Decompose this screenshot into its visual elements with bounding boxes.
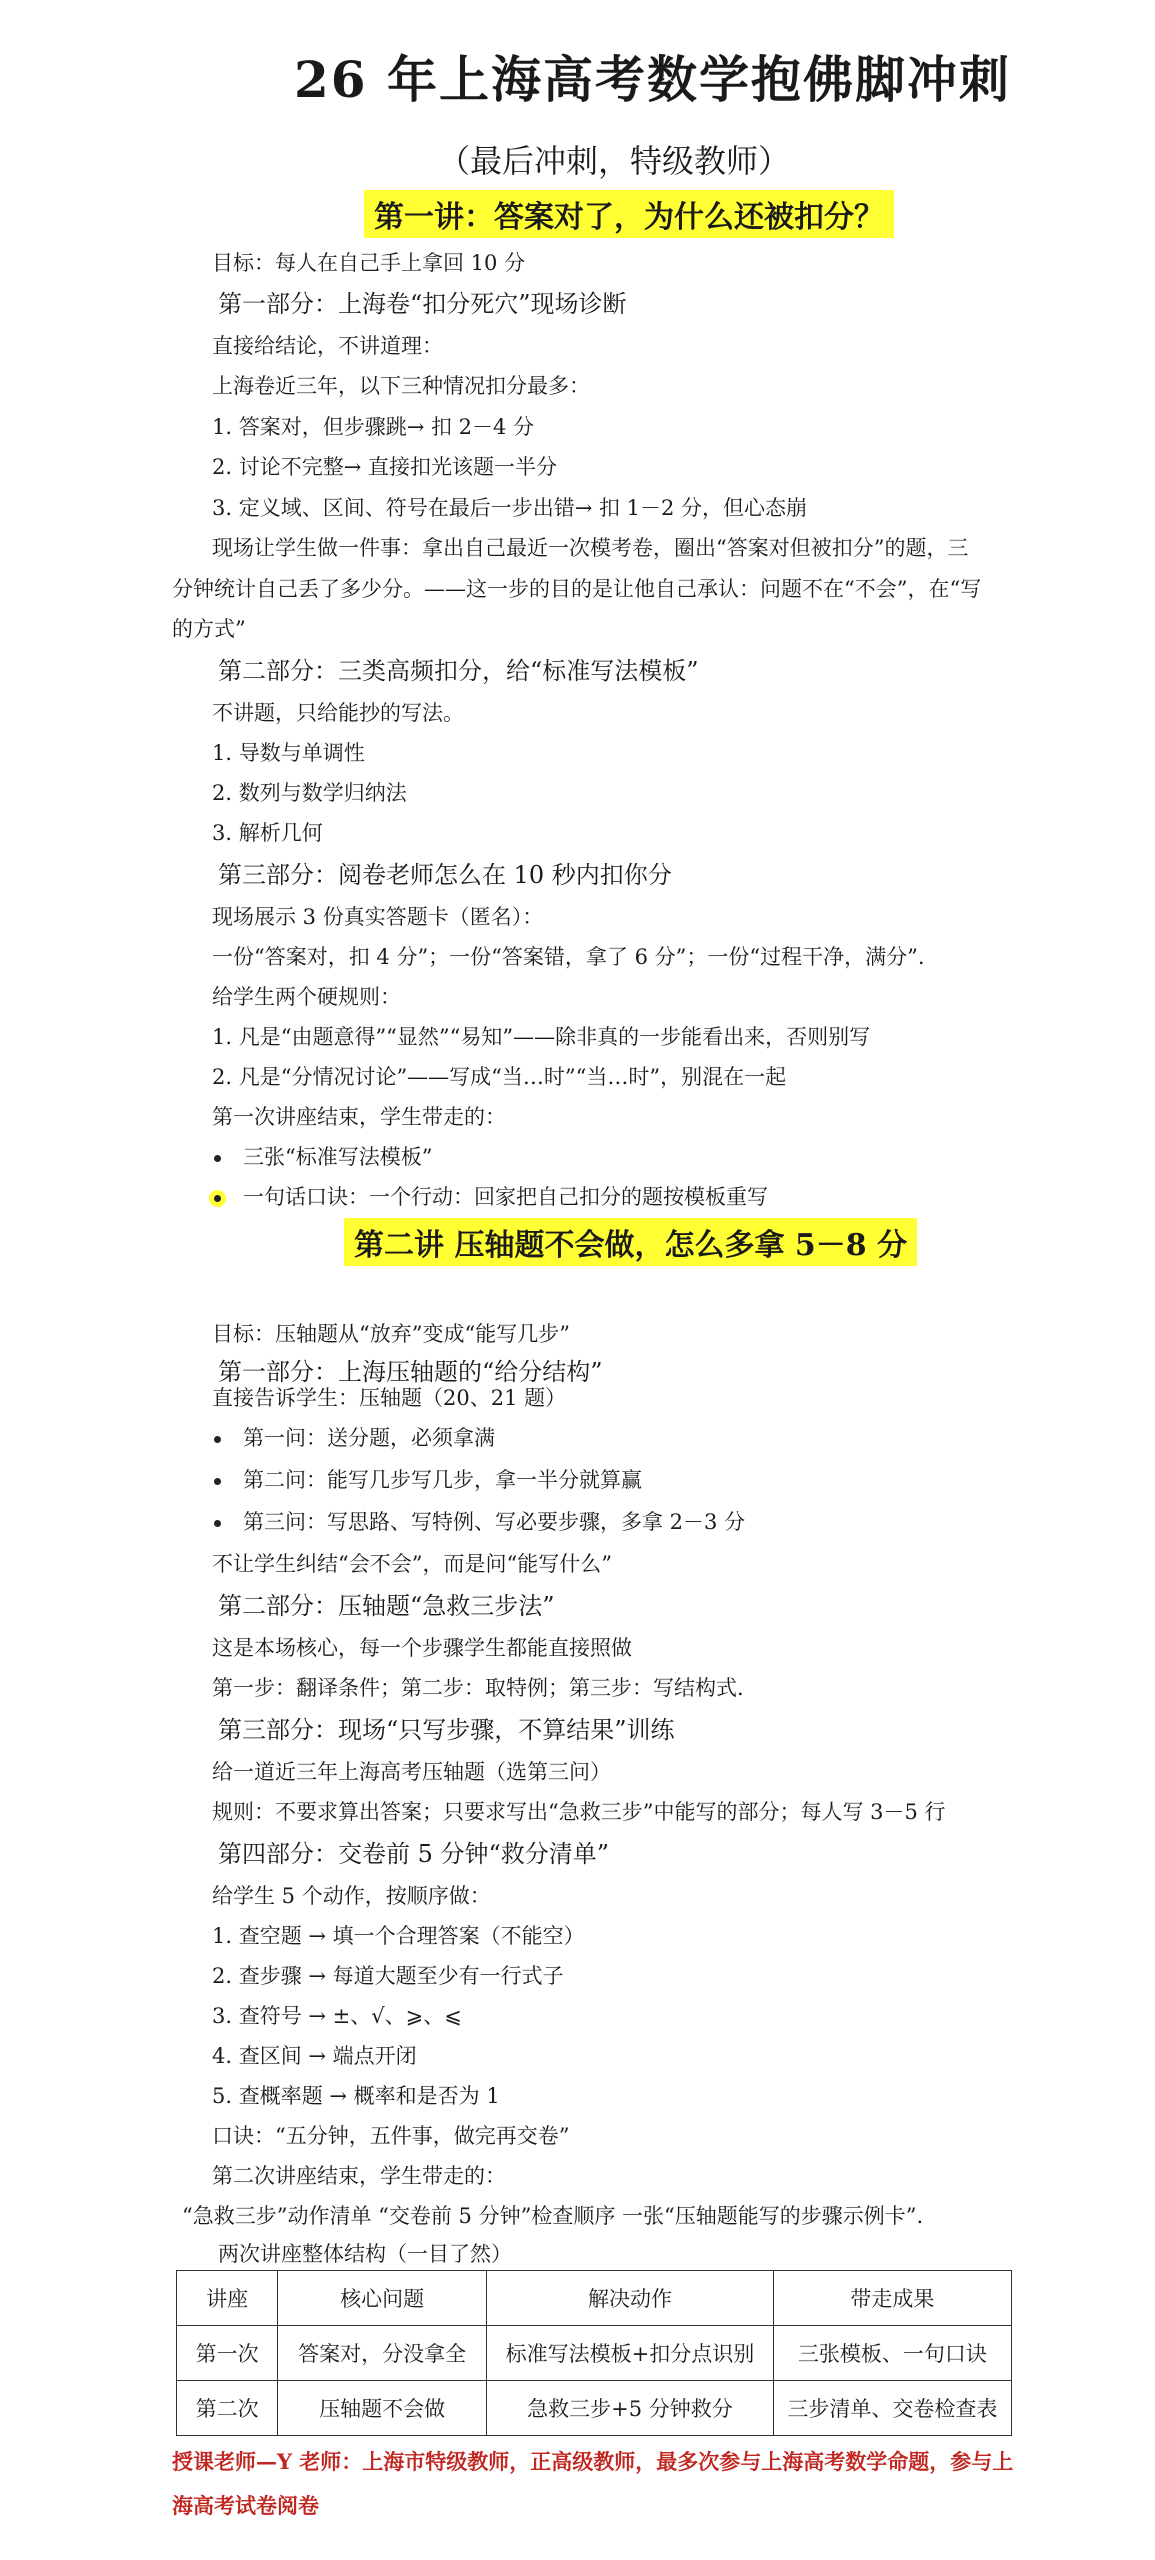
lecture1-part1-line: 2. 讨论不完整→ 直接扣光该题一半分 <box>212 455 557 479</box>
lecture1-goal: 目标：每人在自己手上拿回 10 分 <box>212 251 526 275</box>
lecture1-part2-line: 2. 数列与数学归纳法 <box>212 781 407 805</box>
lecture1-part1-line: 1. 答案对，但步骤跳→ 扣 2－4 分 <box>212 415 535 439</box>
lecture1-takeaway <box>214 1181 768 1211</box>
lecture1-part3-line: 2. 凡是“分情况讨论”——写成“当…时”“当…时”，别混在一起 <box>212 1065 787 1089</box>
lecture2-heading: 第二讲 压轴题不会做，怎么多拿 5－8 分 <box>344 1218 917 1266</box>
bullet-text: 第二问：能写几步写几步，拿一半分就算赢 <box>243 1468 642 1492</box>
table-cell: 三张模板、一句口诀 <box>773 2326 1011 2381</box>
lecture2-part1-bullet <box>214 1506 745 1536</box>
table-row <box>177 2326 1012 2381</box>
bullet-dot-icon <box>214 1478 221 1485</box>
summary-table <box>176 2270 1012 2436</box>
table-row <box>177 2381 1012 2436</box>
lecture2-part4-line: 给学生 5 个动作，按顺序做： <box>212 1884 491 1908</box>
lecture2-part2-title: 第二部分：压轴题“急救三步法” <box>218 1592 555 1620</box>
lecture1-part1-title: 第一部分：上海卷“扣分死穴”现场诊断 <box>218 290 627 318</box>
lecture1-part3-line: 一份“答案对，扣 4 分”；一份“答案错，拿了 6 分”；一份“过程干净，满分”. <box>212 945 925 969</box>
lecture1-part3-line: 1. 凡是“由题意得”“显然”“易知”——除非真的一步能看出来，否则别写 <box>212 1025 871 1049</box>
bullet-dot-icon <box>214 1520 221 1527</box>
table-cell: 第一次 <box>177 2326 278 2381</box>
table-caption: 两次讲座整体结构（一目了然） <box>218 2242 512 2266</box>
lecture1-part3-line: 现场展示 3 份真实答题卡（匿名）： <box>212 905 544 929</box>
lecture2-part1-note: 不让学生纠结“会不会”，而是问“能写什么” <box>212 1552 612 1576</box>
lecture1-takeaway <box>214 1141 432 1171</box>
lecture2-part4-line: 第二次讲座结束，学生带走的： <box>212 2164 506 2188</box>
lecture1-part1-line: 直接给结论，不讲道理： <box>212 334 443 358</box>
lecture1-part1-line: 上海卷近三年，以下三种情况扣分最多： <box>212 374 590 398</box>
lecture1-part3-line: 第一次讲座结束，学生带走的： <box>212 1105 506 1129</box>
lecture2-part4-line: 5. 查概率题 → 概率和是否为 1 <box>212 2084 500 2108</box>
bullet-dot-icon <box>214 1195 221 1202</box>
lecture2-part1-bullet <box>214 1464 642 1494</box>
bullet-dot-icon <box>214 1436 221 1443</box>
takeaway-text: 一句话口诀：一个行动：回家把自己扣分的题按模板重写 <box>243 1185 768 1209</box>
table-cell: 答案对，分没拿全 <box>278 2326 487 2381</box>
table-header-cell: 核心问题 <box>278 2271 487 2326</box>
lecture2-part2-line: 第一步：翻译条件；第二步：取特例；第三步：写结构式. <box>212 1676 744 1700</box>
bullet-text: 第三问：写思路、写特例、写必要步骤，多拿 2－3 分 <box>243 1510 746 1534</box>
table-cell: 压轴题不会做 <box>278 2381 487 2436</box>
lecture2-part4-line: 2. 查步骤 → 每道大题至少有一行式子 <box>212 1964 564 1988</box>
table-cell: 第二次 <box>177 2381 278 2436</box>
table-cell: 标准写法模板+扣分点识别 <box>487 2326 774 2381</box>
table-cell: 三步清单、交卷检查表 <box>773 2381 1011 2436</box>
lecture1-paragraph-line: 的方式” <box>172 617 246 641</box>
lecture2-part2-line: 这是本场核心，每一个步骤学生都能直接照做 <box>212 1636 632 1660</box>
lecture1-paragraph-line: 现场让学生做一件事：拿出自己最近一次模考卷，圈出“答案对但被扣分”的题，三 <box>212 536 969 560</box>
takeaway-text: 三张“标准写法模板” <box>243 1145 433 1169</box>
lecture1-part2-line: 不讲题，只给能抄的写法。 <box>212 701 464 725</box>
lecture2-part4-line: 1. 查空题 → 填一个合理答案（不能空） <box>212 1924 585 1948</box>
page-title: 26 年上海高考数学抱佛脚冲刺 <box>294 50 1011 109</box>
lecture1-part2-title: 第二部分：三类高频扣分，给“标准写法模板” <box>218 657 699 685</box>
teacher-footer: 授课老师—Y 老师：上海市特级教师，正高级教师，最多次参与上海高考数学命题，参与上海高考试卷阅卷 <box>172 2449 1014 2518</box>
lecture2-part3-title: 第三部分：现场“只写步骤，不算结果”训练 <box>218 1716 675 1744</box>
lecture1-paragraph-line: 分钟统计自己丢了多少分。——这一步的目的是让他自己承认：问题不在“不会”，在“写 <box>172 577 982 601</box>
lecture1-part2-line: 3. 解析几何 <box>212 821 323 845</box>
table-header-row <box>177 2271 1012 2326</box>
page-subtitle: （最后冲刺，特级教师） <box>438 142 791 180</box>
lecture2-part3-line: 规则：不要求算出答案；只要求写出“急救三步”中能写的部分；每人写 3－5 行 <box>212 1800 946 1824</box>
table-header-cell: 讲座 <box>177 2271 278 2326</box>
table-header-cell: 带走成果 <box>773 2271 1011 2326</box>
lecture2-part1-intro: 直接告诉学生：压轴题（20、21 题） <box>212 1386 567 1410</box>
bullet-text: 第一问：送分题，必须拿满 <box>243 1426 495 1450</box>
lecture2-part4-line: 口诀：“五分钟，五件事，做完再交卷” <box>212 2124 570 2148</box>
lecture1-part3-line: 给学生两个硬规则： <box>212 985 401 1009</box>
lecture2-goal: 目标：压轴题从“放弃”变成“能写几步” <box>212 1322 570 1346</box>
lecture1-heading: 第一讲：答案对了，为什么还被扣分？ <box>364 190 894 238</box>
bullet-dot-icon <box>214 1155 221 1162</box>
lecture2-part4-line: “急救三步”动作清单 “交卷前 5 分钟”检查顺序 一张“压轴题能写的步骤示例卡”. <box>182 2204 924 2228</box>
table-header-cell: 解决动作 <box>487 2271 774 2326</box>
lecture2-part1-bullet <box>214 1422 495 1452</box>
lecture2-part4-title: 第四部分：交卷前 5 分钟“救分清单” <box>218 1840 610 1868</box>
lecture1-part3-title: 第三部分：阅卷老师怎么在 10 秒内扣你分 <box>218 861 672 889</box>
lecture1-part1-line: 3. 定义域、区间、符号在最后一步出错→ 扣 1－2 分，但心态崩 <box>212 496 808 520</box>
table-cell: 急救三步+5 分钟救分 <box>487 2381 774 2436</box>
lecture2-part4-line: 3. 查符号 → ±、√、⩾、⩽ <box>212 2004 462 2028</box>
lecture2-part3-line: 给一道近三年上海高考压轴题（选第三问） <box>212 1760 611 1784</box>
lecture2-part1-title: 第一部分：上海压轴题的“给分结构” <box>218 1358 603 1386</box>
lecture2-part4-line: 4. 查区间 → 端点开闭 <box>212 2044 417 2068</box>
lecture1-part2-line: 1. 导数与单调性 <box>212 741 365 765</box>
